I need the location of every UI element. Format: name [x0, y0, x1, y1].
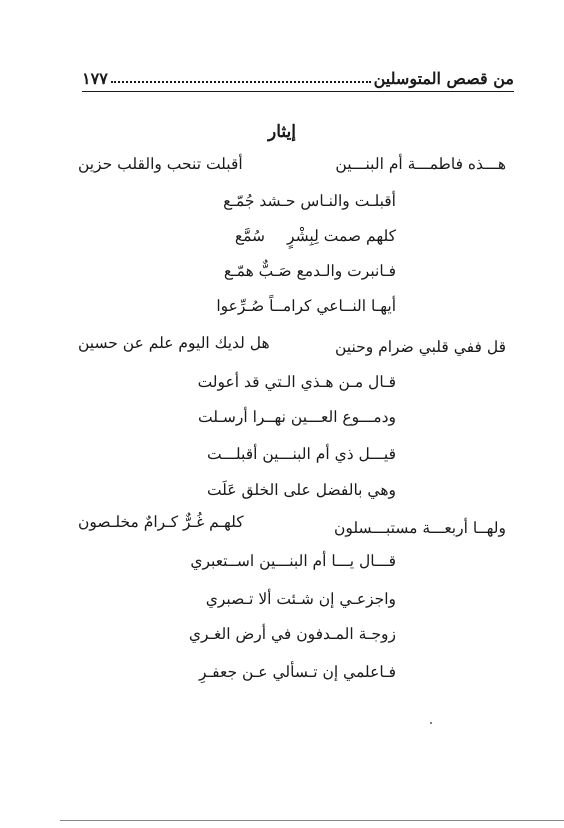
stanza-3-line-4: فـاعلمي إن تـسألي عـن جعفـرِ [199, 663, 396, 681]
stanza-1-line-3: فـانبرت والـدمع صَـبٌّ همّـع [223, 262, 396, 280]
stanza-3-opening-right-hemistich: ولهــا أربعـــة مستبـــسلون [334, 519, 506, 537]
stanza-1-line-2 [235, 226, 396, 246]
stanza-2-opening-left-hemistich: هل لديك اليوم علم عن حسين [78, 334, 270, 352]
stanza-1-line-4: أيهـا النــاعي كرامــاً صُـرِّعوا [216, 297, 396, 315]
scan-edge-rule [60, 820, 564, 821]
stanza-1-line-2-part-b: سُمَّع [234, 227, 266, 245]
stanza-1-line-2-part-a: كلهم صمت لِبِشْرٍ [287, 227, 396, 245]
running-title: من قصص المتوسلين [373, 69, 514, 88]
stanza-2-line-3: قيـــل ذي أم البنـــين أقبلـــت [207, 445, 396, 463]
poem-title: إيثار [268, 122, 296, 142]
stanza-2-line-1: قـال مـن هـذي الـتي قد أعولت [197, 373, 396, 391]
print-speck [430, 722, 432, 724]
stanza-2-opening-right-hemistich: قل ففي قلبي ضرام وحنين [335, 338, 506, 356]
header-rule [82, 91, 514, 92]
stanza-3-line-3: زوجـة المـدفون في أرض الغـري [188, 625, 396, 643]
page-number: ١٧٧ [82, 69, 108, 88]
stanza-3-line-1: قـــال يـــا أم البنـــين اســتعبري [190, 552, 396, 570]
running-header [82, 62, 514, 88]
stanza-3-opening-left-hemistich: كلهـم غُـرٌّ كـرامٌ مخلـصون [78, 513, 244, 531]
stanza-1-line-1: أقبلـت والنـاس حـشد جُمّـع [223, 192, 396, 210]
stanza-1-opening-left-hemistich: أقبلت تنحب والقلب حزين [78, 155, 243, 173]
stanza-2-line-4: وهي بالفضل على الخلق عَلَت [206, 481, 396, 499]
header-dot-leader [111, 81, 371, 83]
stanza-3-line-2: واجزعـي إن شـئت ألا تـصبري [205, 590, 396, 608]
stanza-1-opening-right-hemistich: هـــذه فاطمـــة أم البنـــين [335, 155, 506, 173]
stanza-2-line-2: ودمـــوع العـــين نهــرا أرسـلت [197, 408, 396, 426]
